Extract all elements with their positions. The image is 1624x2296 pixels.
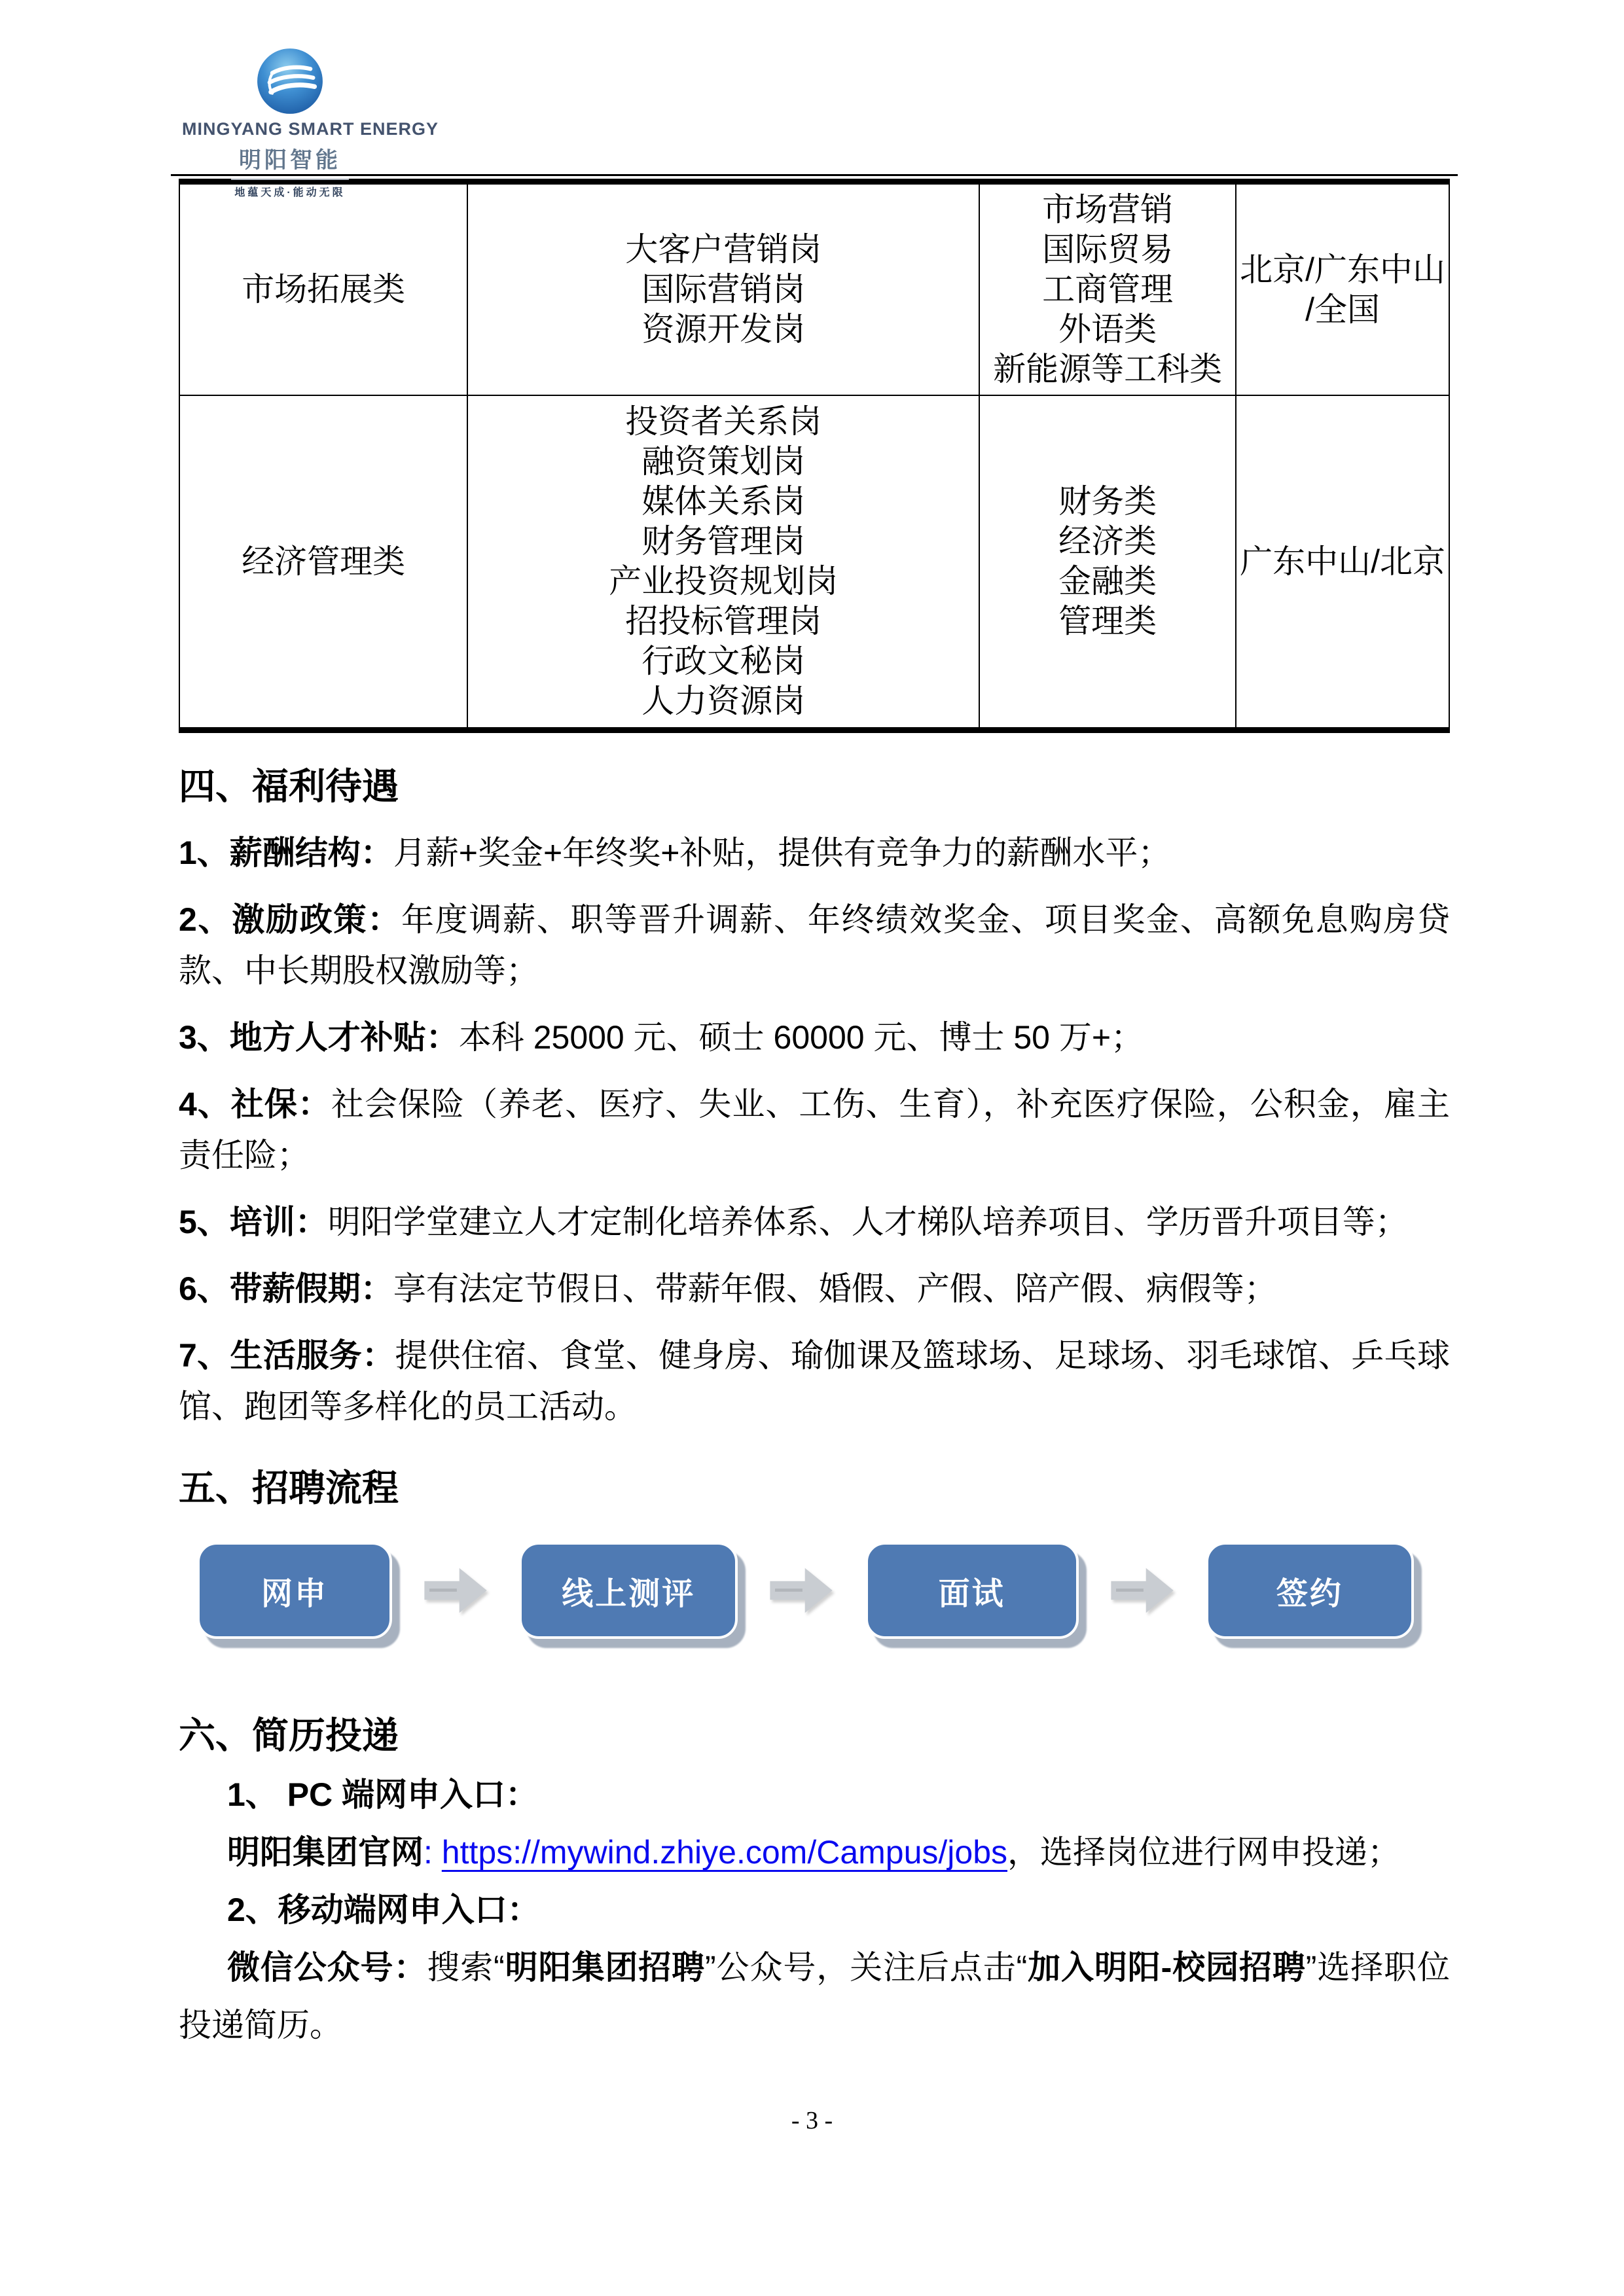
location-line: /全国 — [1305, 291, 1380, 328]
item-label: 4、社保： — [179, 1086, 331, 1122]
category-cell: 市场拓展类 — [179, 182, 467, 396]
welfare-list — [179, 827, 1450, 1432]
wechat-line: 微信公众号：搜索“明阳集团招聘”公众号，关注后点击“加入明阳-校园招聘”选择职位投递简历。 — [179, 1949, 1450, 2043]
major-line: 经济类 — [1058, 523, 1157, 560]
section-title-process: 五、招聘流程 — [179, 1467, 399, 1509]
item-text: 社会保险（养老、医疗、失业、工伤、生育），补充医疗保险，公积金，雇主责任险； — [179, 1086, 1450, 1174]
position-line: 人力资源岗 — [641, 683, 806, 719]
item-label: 3、地方人才补贴： — [179, 1019, 459, 1056]
positions-cell — [467, 182, 979, 396]
location-line: 北京/广东中山 — [1240, 251, 1445, 288]
item-label: 1、薪酬结构： — [179, 834, 393, 871]
item-label: 7、生活服务： — [179, 1337, 395, 1374]
item-text: 年度调薪、职等晋升调薪、年终绩效奖金、项目奖金、高额免息购房贷款、中长期股权激励等； — [179, 901, 1450, 989]
positions-cell — [467, 395, 979, 730]
site-label: 明阳集团官网 — [227, 1834, 424, 1871]
major-line: 外语类 — [1058, 311, 1157, 348]
position-line: 财务管理岗 — [641, 523, 806, 560]
welfare-item — [179, 1079, 1450, 1181]
process-step: 签约 — [1206, 1542, 1414, 1639]
company-name-en: MINGYANG SMART ENERGY — [182, 119, 439, 139]
item-text: 本科 25000 元、硕士 60000 元、博士 50 万+； — [458, 1019, 1144, 1056]
item-text: 享有法定节假日、带薪年假、婚假、产假、陪产假、病假等； — [393, 1270, 1277, 1307]
item-text: 月薪+奖金+年终奖+补贴，提供有竞争力的薪酬水平； — [393, 834, 1171, 871]
category-cell: 经济管理类 — [179, 395, 467, 730]
apply-section — [179, 1766, 1450, 2054]
position-line: 招投标管理岗 — [625, 603, 822, 639]
position-line: 媒体关系岗 — [641, 483, 806, 520]
welfare-item — [179, 1330, 1450, 1432]
mobile-entry-heading: 2、移动端网申入口： — [227, 1892, 540, 1928]
process-flow — [179, 1542, 1450, 1652]
arrow-right-icon — [1111, 1564, 1174, 1617]
position-line: 国际营销岗 — [641, 271, 806, 308]
majors-cell — [979, 395, 1236, 730]
major-line: 金融类 — [1058, 563, 1157, 600]
welfare-item — [179, 827, 1450, 878]
process-step: 网申 — [197, 1542, 392, 1639]
major-line: 管理类 — [1058, 603, 1157, 639]
wechat-account-name: 明阳集团招聘 — [504, 1949, 706, 1986]
item-label: 5、培训： — [179, 1204, 328, 1240]
position-line: 投资者关系岗 — [625, 403, 822, 440]
arrow-right-icon — [770, 1564, 833, 1617]
process-step: 线上测评 — [519, 1542, 738, 1639]
company-logo — [182, 47, 439, 199]
item-text: 明阳学堂建立人才定制化培养体系、人才梯队培养项目、学历晋升项目等； — [327, 1204, 1408, 1240]
logo-tagline: 地蕴天成·能动无限 — [234, 187, 346, 198]
site-link[interactable]: https://mywind.zhiye.com/Campus/jobs — [441, 1834, 1008, 1871]
company-name-cn: 明阳智能 — [239, 148, 341, 173]
page-number: - 3 - — [791, 2107, 833, 2134]
process-step: 面试 — [865, 1542, 1079, 1639]
position-line: 资源开发岗 — [641, 311, 806, 348]
jobs-table — [179, 179, 1450, 733]
item-text: 提供住宿、食堂、健身房、瑜伽课及篮球场、足球场、羽毛球馆、乒乓球馆、跑团等多样化的员工活动。 — [179, 1337, 1450, 1425]
item-label: 2、激励政策： — [179, 901, 401, 938]
logo-divider — [231, 179, 349, 180]
official-site-line — [179, 1823, 1450, 1881]
major-line: 国际贸易 — [1042, 231, 1174, 268]
table-row — [179, 395, 1449, 730]
site-colon: : — [424, 1834, 442, 1871]
welfare-item — [179, 894, 1450, 996]
welfare-item — [179, 1012, 1450, 1063]
welfare-item — [179, 1263, 1450, 1314]
position-line: 产业投资规划岗 — [609, 563, 839, 600]
site-suffix: ，选择岗位进行网申投递； — [1007, 1834, 1401, 1871]
position-line: 行政文秘岗 — [641, 643, 806, 679]
section-title-apply: 六、简历投递 — [179, 1715, 399, 1756]
major-line: 财务类 — [1058, 483, 1157, 520]
section-title-welfare: 四、福利待遇 — [179, 766, 399, 807]
welfare-item — [179, 1196, 1450, 1247]
arrow-right-icon — [424, 1564, 487, 1617]
location-line: 广东中山/北京 — [1240, 543, 1445, 580]
position-line: 融资策划岗 — [641, 443, 806, 480]
pc-entry-heading: 1、 PC 端网申入口： — [227, 1776, 539, 1813]
location-cell — [1236, 182, 1449, 396]
item-label: 6、带薪假期： — [179, 1270, 393, 1307]
globe-swoosh-icon — [256, 47, 324, 115]
table-row — [179, 182, 1449, 396]
location-cell — [1236, 395, 1449, 730]
major-line: 市场营销 — [1042, 191, 1174, 228]
major-line: 新能源等工科类 — [993, 351, 1223, 387]
major-line: 工商管理 — [1042, 271, 1174, 308]
wechat-label: 微信公众号： — [227, 1949, 427, 1986]
wechat-menu-name: 加入明阳-校园招聘 — [1027, 1949, 1306, 1986]
position-line: 大客户营销岗 — [625, 231, 822, 268]
majors-cell — [979, 182, 1236, 396]
